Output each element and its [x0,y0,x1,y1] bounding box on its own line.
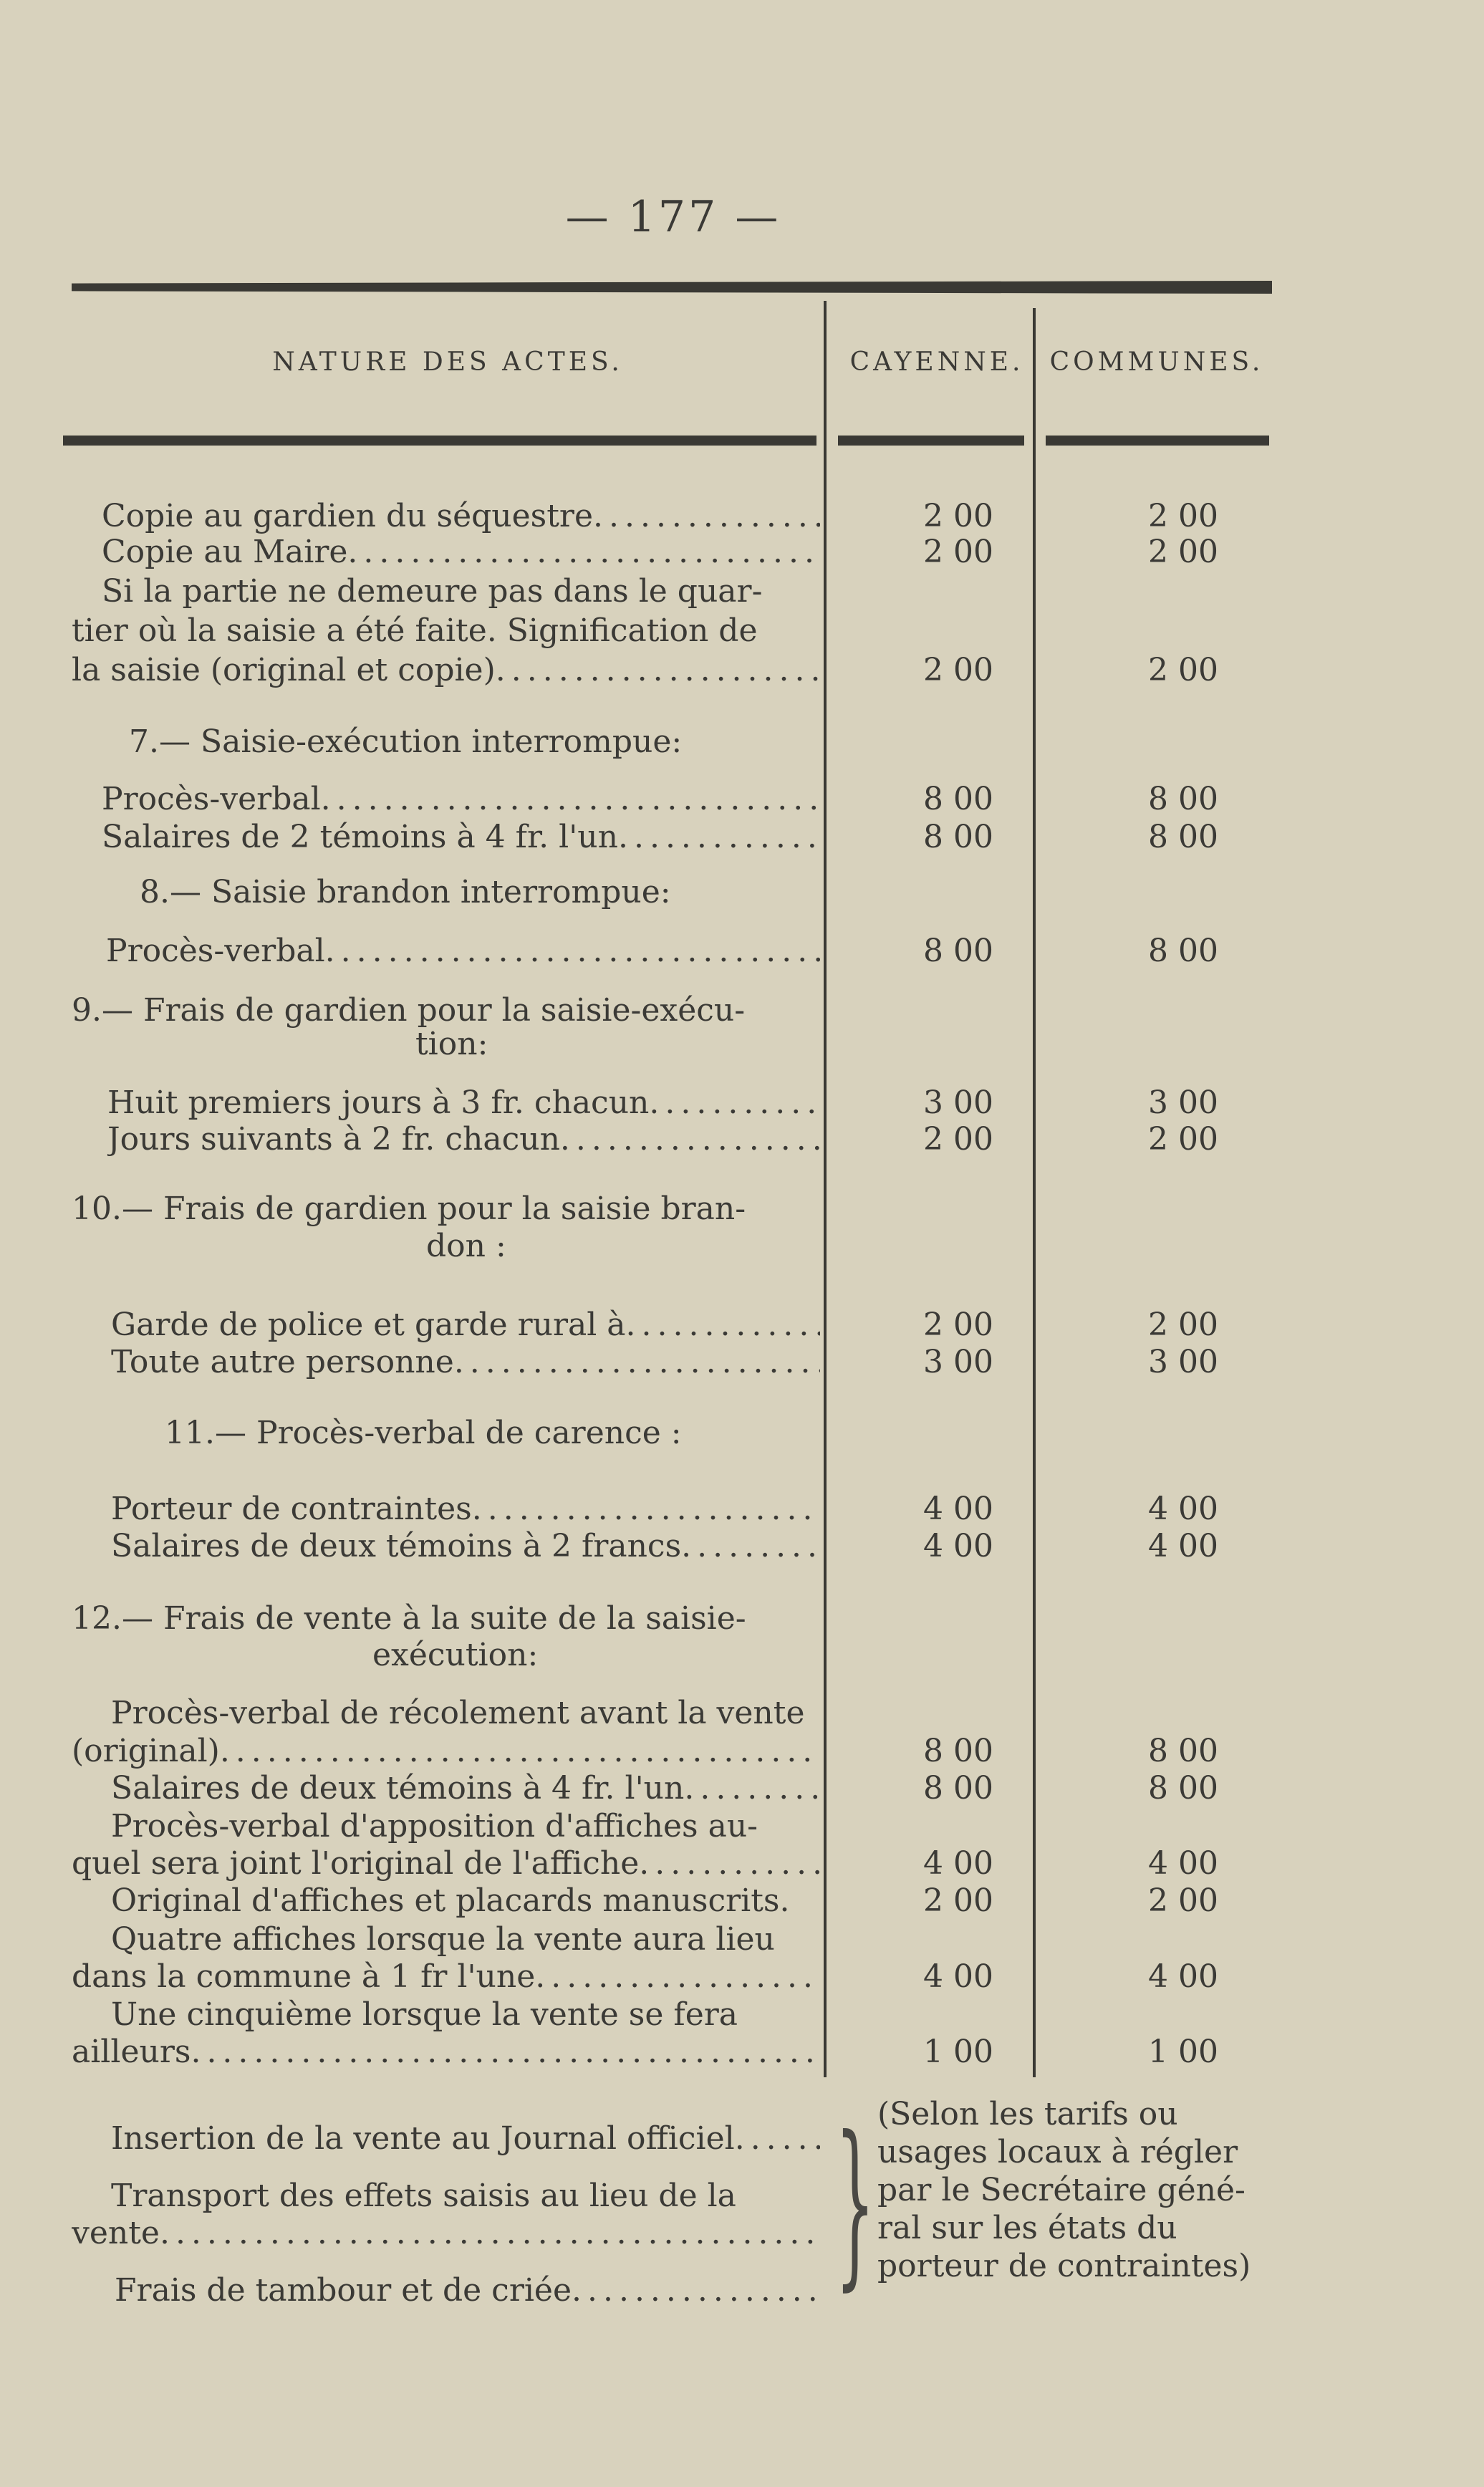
cayenne-value: 4 00 [923,1491,993,1527]
row-label [102,819,820,856]
leader-dots [535,1958,820,1996]
communes-value: 8 00 [1148,781,1218,817]
row-label [107,1084,820,1122]
leader-dots [347,534,820,571]
row-label [415,1026,820,1063]
communes-value: 2 00 [1148,498,1218,534]
communes-value: 2 00 [1148,1121,1218,1158]
cayenne-value: 2 00 [923,498,993,534]
grouping-brace: } [835,2098,875,2306]
leader-dots [626,1307,820,1344]
row-label-text: Procès-verbal [106,933,325,969]
table-row [0,1415,1484,1455]
leader-dots [325,933,820,970]
table-row [0,1882,1484,1923]
cayenne-value: 4 00 [923,1958,993,1995]
row-label-text: Si la partie ne demeure pas dans le quar- [102,573,763,610]
header-rule-nature [63,436,816,446]
cayenne-value: 4 00 [923,1845,993,1882]
row-label [165,1415,820,1452]
row-label [111,2178,820,2215]
communes-value: 4 00 [1148,1845,1218,1882]
communes-value: 3 00 [1148,1344,1218,1380]
row-label [72,1190,820,1228]
cayenne-value: 1 00 [923,2034,993,2070]
header-rule-cayenne [838,436,1024,446]
row-label [102,498,820,535]
row-label [111,2120,820,2158]
tariff-note [877,2095,1264,2285]
row-label-text: Insertion de la vente au Journal officiel [111,2120,735,2157]
table-row [0,1307,1484,1347]
note-line: ral sur les états du [877,2210,1177,2246]
row-label [102,573,820,610]
table-row [0,1344,1484,1384]
communes-value: 2 00 [1148,652,1218,688]
leader-dots [472,1491,820,1528]
row-label-text: ailleurs [72,2034,191,2070]
cayenne-value: 3 00 [923,1084,993,1121]
row-label [111,1770,820,1807]
communes-value: 4 00 [1148,1528,1218,1564]
row-label [72,1600,820,1637]
table-row [0,1958,1484,1998]
row-label [372,1637,820,1674]
table-row [0,1600,1484,1640]
leader-dots [649,1084,820,1122]
leader-dots [572,2272,820,2309]
communes-value: 2 00 [1148,1307,1218,1343]
row-label [111,1921,820,1958]
row-label [102,534,820,571]
row-label-text: Salaires de deux témoins à 2 francs [111,1528,682,1564]
table-row [0,1808,1484,1848]
row-label [107,1121,820,1158]
cayenne-value: 2 00 [923,652,993,688]
row-label [102,781,820,818]
table-row [0,781,1484,821]
table-row [0,1026,1484,1066]
table-row [0,723,1484,764]
row-label-text: 10.— Frais de gardien pour la saisie bran- [72,1190,746,1227]
row-label-text: Jours suivants à 2 fr. chacun [107,1121,560,1158]
communes-value: 2 00 [1148,534,1218,570]
communes-value: 8 00 [1148,1733,1218,1769]
table-row [0,1733,1484,1773]
row-label-text: Procès-verbal d'apposition d'affiches au- [111,1808,758,1844]
row-label-text: 12.— Frais de vente à la suite de la saisie- [72,1600,746,1637]
row-label-text: Huit premiers jours à 3 fr. chacun [107,1084,650,1121]
row-label-text: Frais de tambour et de criée [115,2272,572,2309]
cayenne-value: 4 00 [923,1528,993,1564]
communes-value: 8 00 [1148,819,1218,855]
row-label-text: 7.— Saisie-exécution interrompue: [129,723,683,760]
row-label-text: 8.— Saisie brandon interrompue: [140,874,671,910]
leader-dots [639,1845,820,1882]
row-label [111,1695,820,1732]
note-line: par le Secrétaire géné- [877,2172,1246,2208]
cayenne-value: 3 00 [923,1344,993,1380]
cayenne-value: 8 00 [923,819,993,855]
row-label-text: la saisie (original et copie) [72,652,496,688]
page-number: — 177 — [565,192,781,242]
row-label [140,874,820,911]
note-line: porteur de contraintes) [877,2248,1251,2284]
leader-dots [684,1770,820,1807]
row-label-text: Garde de police et garde rural à [111,1307,626,1343]
table-row [0,1491,1484,1531]
row-label [106,933,820,970]
row-label-text: Quatre affiches lorsque la vente aura lieu [111,1921,775,1958]
cayenne-value: 8 00 [923,781,993,817]
row-label [111,1808,820,1845]
row-label [111,1307,820,1344]
leader-dots [160,2215,820,2252]
table-row [0,1084,1484,1125]
row-label [111,1996,820,2034]
table-row [0,1845,1484,1885]
table-row [0,2034,1484,2074]
row-label [72,612,820,650]
row-label-text: don : [426,1228,506,1264]
communes-value: 3 00 [1148,1084,1218,1121]
leader-dots [560,1121,820,1158]
row-label-text: 11.— Procès-verbal de carence : [165,1415,682,1451]
row-label [72,1845,820,1882]
table-row [0,652,1484,692]
cayenne-value: 8 00 [923,933,993,969]
row-label [111,1344,820,1381]
leader-dots [321,781,820,818]
table-row [0,1921,1484,1961]
top-rule [72,281,1272,294]
leader-dots [735,2120,820,2158]
cayenne-value: 2 00 [923,1121,993,1158]
row-label [72,1733,820,1770]
row-label [115,2272,820,2309]
row-label [72,2034,820,2071]
cayenne-value: 8 00 [923,1733,993,1769]
row-label-text: exécution: [372,1637,539,1673]
cayenne-value: 8 00 [923,1770,993,1807]
table-row [0,612,1484,653]
row-label-text: Toute autre personne [111,1344,454,1380]
cayenne-value: 2 00 [923,1307,993,1343]
table-row [0,933,1484,973]
leader-dots [681,1528,820,1565]
row-label-text: Procès-verbal de récolement avant la vente [111,1695,805,1731]
communes-value: 1 00 [1148,2034,1218,2070]
row-label-text: Salaires de 2 témoins à 4 fr. l'un [102,819,618,855]
leader-dots [191,2034,820,2071]
row-label [111,1882,820,1920]
leader-dots [618,819,820,856]
row-label [129,723,820,761]
table-row [0,819,1484,859]
cayenne-value: 2 00 [923,1882,993,1919]
row-label-text: tion: [415,1026,488,1062]
leader-dots [220,1733,820,1770]
leader-dots [496,652,820,689]
row-label-text: Original d'affiches et placards manuscrits. [111,1882,790,1919]
row-label-text: tier où la saisie a été faite. Signification de [72,612,758,649]
row-label-text: quel sera joint l'original de l'affiche [72,1845,640,1882]
table-row [0,1190,1484,1231]
row-label-text: Copie au gardien du séquestre [102,498,593,534]
header-cayenne: CAYENNE. [849,347,1024,377]
table-row [0,573,1484,613]
header-nature: NATURE DES ACTES. [272,347,623,377]
cayenne-value: 2 00 [923,534,993,570]
row-label [72,992,820,1029]
row-label-text: vente [72,2215,160,2251]
row-label [111,1528,820,1565]
row-label [111,1491,820,1528]
header-communes: COMMUNES. [1049,347,1264,377]
row-label-text: dans la commune à 1 fr l'une [72,1958,536,1995]
row-label [72,1958,820,1996]
row-label [72,2215,820,2252]
row-label [72,652,820,689]
table-row [0,1770,1484,1810]
table-row [0,498,1484,538]
row-label-text: 9.— Frais de gardien pour la saisie-exécu- [72,992,746,1029]
row-label-text: Procès-verbal [102,781,321,817]
row-label [426,1228,820,1265]
row-label-text: Salaires de deux témoins à 4 fr. l'un [111,1770,685,1807]
header-rule-communes [1046,436,1269,446]
communes-value: 8 00 [1148,1770,1218,1807]
table-row [0,534,1484,574]
row-label-text: Copie au Maire [102,534,348,570]
table-row [0,1996,1484,2036]
leader-dots [454,1344,820,1381]
table-row [0,1121,1484,1161]
table-row [0,874,1484,914]
communes-value: 8 00 [1148,933,1218,969]
communes-value: 4 00 [1148,1491,1218,1527]
row-label-text: Une cinquième lorsque la vente se fera [111,1996,738,2033]
row-label-text: Porteur de contraintes [111,1491,472,1527]
table-row [0,1228,1484,1268]
communes-value: 4 00 [1148,1958,1218,1995]
note-line: (Selon les tarifs ou [877,2096,1178,2132]
table-row [0,1528,1484,1568]
row-label-text: Transport des effets saisis au lieu de la [111,2178,736,2214]
row-label-text: (original) [72,1733,220,1769]
communes-value: 2 00 [1148,1882,1218,1919]
table-row [0,1695,1484,1735]
table-row [0,1637,1484,1677]
leader-dots [593,498,820,535]
note-line: usages locaux à régler [877,2134,1238,2170]
